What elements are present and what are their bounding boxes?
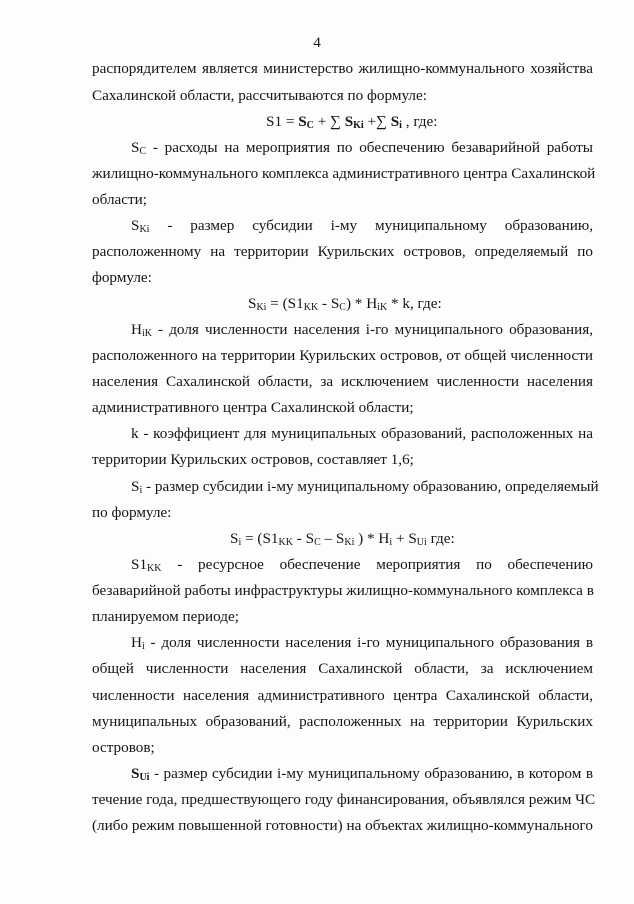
paragraph-line: области; xyxy=(92,191,147,208)
paragraph-line: расположенному на территории Курильских островов, определяемый по xyxy=(92,243,593,260)
definition-hik: $H_{iK}$ - доля численности населения i-го муниципального образования, xyxy=(131,321,593,339)
definition-ski: $S_{Ki}$ - размер субсидии i-му муниципальному образованию, xyxy=(131,217,593,235)
paragraph-line: территории Курильских островов, составляет 1,6; xyxy=(92,451,414,468)
paragraph-line: административного центра Сахалинской области; xyxy=(92,399,414,416)
paragraph-line: безаварийной работы инфраструктуры жилищно-коммунального комплекса в xyxy=(92,582,594,599)
paragraph-line: муниципальных образований, расположенных на территории Курильских xyxy=(92,713,593,730)
definition-sui: $S_{Ui}$ - размер субсидии i-му муниципальному образованию, в котором в xyxy=(131,765,593,783)
paragraph-line: планируемом периоде; xyxy=(92,608,239,625)
paragraph-line: населения Сахалинской области, за исключением численности населения xyxy=(92,373,593,390)
paragraph-line: численности населения административного центра Сахалинской области, xyxy=(92,687,593,704)
definition-k: k - коэффициент для муниципальных образований, расположенных на xyxy=(131,425,593,442)
paragraph-line: расположенного на территории Курильских островов, от общей численности xyxy=(92,347,593,364)
formula-si: $S_i = (S1_{KK} - S_C - S_{Ki}$ ) * $H_i + S_{Ui}$ где: xyxy=(230,530,455,548)
formula-ski: $S_{Ki} = (S1_{KK} - S_C) * H_{iK} * k$, где: xyxy=(248,295,442,313)
paragraph-line: островов; xyxy=(92,739,155,756)
paragraph-line: общей численности населения Сахалинской области, за исключением xyxy=(92,660,593,677)
definition-hi: $H_i$ - доля численности населения i-го муниципального образования в xyxy=(131,634,593,652)
paragraph-line: жилищно-коммунального комплекса административного центра Сахалинской xyxy=(92,165,596,182)
paragraph-line: распорядителем является министерство жилищно-коммунального хозяйства xyxy=(92,60,593,77)
definition-sc: $S_C$ - расходы на мероприятия по обеспечению безаварийной работы xyxy=(131,139,593,157)
paragraph-line: по формуле: xyxy=(92,504,172,521)
paragraph-line: течение года, предшествующего году финансирования, объявлялся режим ЧС xyxy=(92,791,596,808)
definition-s1kk: $S1_{KK}$ - ресурсное обеспечение мероприятия по обеспечению xyxy=(131,556,593,574)
paragraph-line: Сахалинской области, рассчитываются по формуле: xyxy=(92,87,427,104)
page-number: 4 xyxy=(313,34,321,51)
formula-s1: $S1 = S_C$ + ∑ $S_{Ki}$ +∑ $S_i$ , где: xyxy=(266,113,438,131)
definition-si: $S_i$ - размер субсидии i-му муниципальному образованию, определяемый xyxy=(131,478,599,496)
paragraph-line: формуле: xyxy=(92,269,152,286)
paragraph-line: (либо режим повышенной готовности) на объектах жилищно-коммунального xyxy=(92,817,593,834)
